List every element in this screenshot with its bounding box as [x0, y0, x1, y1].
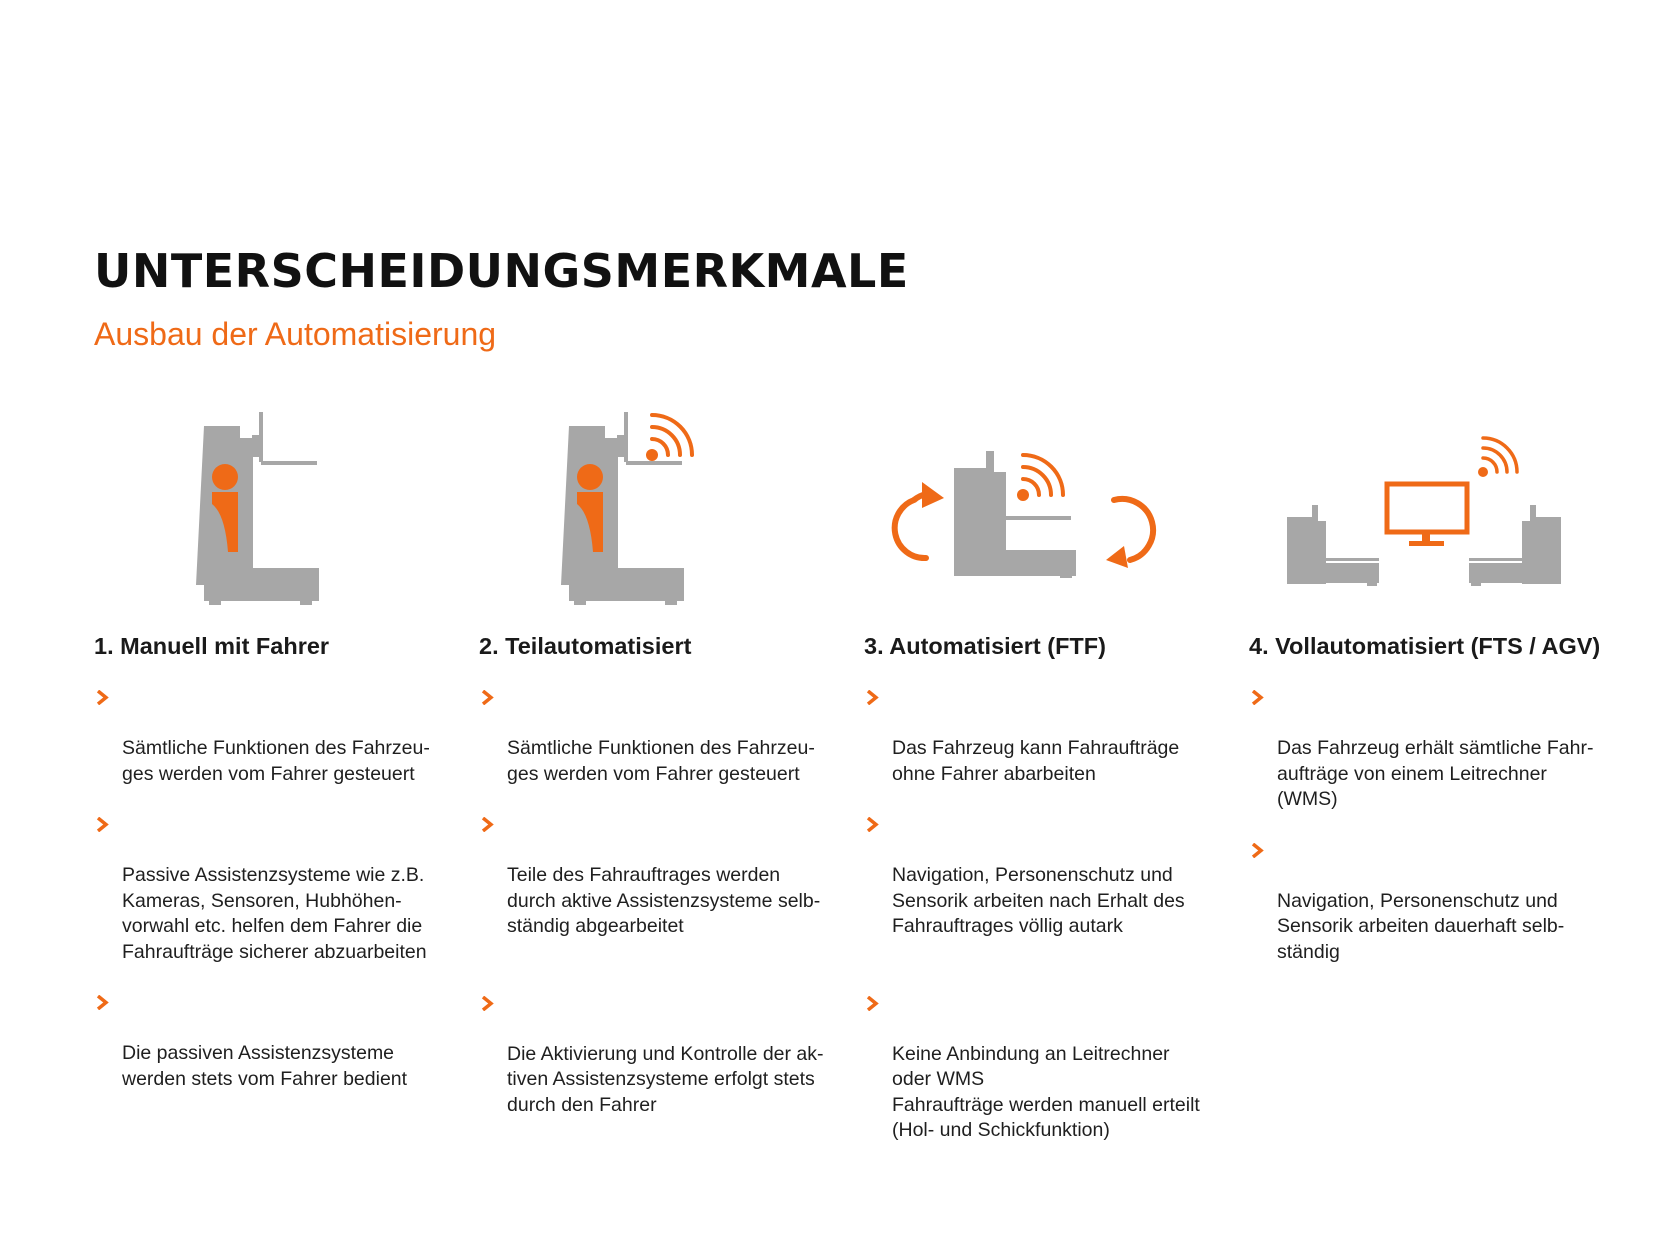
- list-item: [479, 812, 851, 940]
- page-subtitle: Ausbau der Automatisierung: [94, 316, 497, 352]
- list-item: [864, 812, 1236, 940]
- list-item-text: Das Fahrzeug erhält sämtliche Fahr- aufträge von einem Leitrechner (WMS): [1277, 737, 1594, 810]
- list-item: [94, 812, 466, 965]
- list-item: [864, 991, 1236, 1144]
- chevron-right-icon: [1251, 843, 1264, 858]
- chevron-right-icon: [866, 690, 879, 705]
- chevron-right-icon: [1251, 690, 1264, 705]
- list-item-text: Sämtliche Funktionen des Fahrzeu- ges werden vom Fahrer gesteuert: [507, 737, 815, 785]
- list-item-text: Die Aktivierung und Kontrolle der ak- tiven Assistenzsysteme erfolgt stets durch den Fahrer: [507, 1042, 824, 1116]
- chevron-right-icon: [96, 995, 109, 1010]
- chevron-right-icon: [481, 817, 494, 832]
- page-title: UNTERSCHEIDUNGSMERKMALE: [94, 244, 909, 298]
- list-item: [864, 685, 1236, 787]
- list-item: [479, 991, 851, 1119]
- column-title: 3. Automatisiert (FTF): [864, 633, 1106, 659]
- list-item-text: Keine Anbindung an Leitrechner oder WMS Fahraufträge werden manuell erteilt (Hol- und Schickfunktion): [892, 1042, 1200, 1141]
- forklift-with-driver-and-wifi-icon: [479, 400, 861, 615]
- column-partial-automation: [479, 633, 851, 1118]
- chevron-right-icon: [866, 996, 879, 1011]
- column-title: 4. Vollautomatisiert (FTS / AGV): [1249, 633, 1601, 659]
- list-item: [94, 990, 466, 1092]
- column-manual: [94, 633, 466, 1092]
- list-item: [1249, 838, 1649, 966]
- list-item-text: Passive Assistenzsysteme wie z.B. Kameras, Sensoren, Hubhöhen- vorwahl etc. helfen dem Fahrer die Fahraufträge sicherer abzuarbeiten: [122, 864, 427, 963]
- column-title: 1. Manuell mit Fahrer: [94, 633, 330, 659]
- chevron-right-icon: [96, 817, 109, 832]
- list-item: [479, 685, 851, 787]
- two-forklifts-with-monitor-and-wifi-icon: [1249, 400, 1631, 615]
- driverless-forklift-with-wifi-and-cycle-arrows-icon: [864, 400, 1246, 615]
- chevron-right-icon: [96, 690, 109, 705]
- list-item-text: Das Fahrzeug kann Fahraufträge ohne Fahrer abarbeiten: [892, 737, 1180, 785]
- list-item-text: Die passiven Assistenzsysteme werden stets vom Fahrer bedient: [122, 1042, 408, 1090]
- column-automated-ftf: [864, 633, 1236, 1144]
- list-item: [94, 685, 466, 787]
- forklift-with-driver-icon: [94, 400, 476, 615]
- list-item-text: Navigation, Personenschutz und Sensorik arbeiten nach Erhalt des Fahrauftrages völlig autark: [892, 864, 1185, 937]
- chevron-right-icon: [481, 996, 494, 1011]
- list-item: [1249, 685, 1649, 813]
- list-item-text: Teile des Fahrauftrages werden durch aktive Assistenzsysteme selb- ständig abgearbeitet: [507, 864, 821, 937]
- list-item-text: Sämtliche Funktionen des Fahrzeu- ges werden vom Fahrer gesteuert: [122, 737, 430, 785]
- chevron-right-icon: [866, 817, 879, 832]
- list-item-text: Navigation, Personenschutz und Sensorik arbeiten dauerhaft selb- ständig: [1277, 889, 1565, 963]
- column-title: 2. Teilautomatisiert: [479, 633, 692, 659]
- column-full-automation-fts-agv: [1249, 633, 1649, 965]
- chevron-right-icon: [481, 690, 494, 705]
